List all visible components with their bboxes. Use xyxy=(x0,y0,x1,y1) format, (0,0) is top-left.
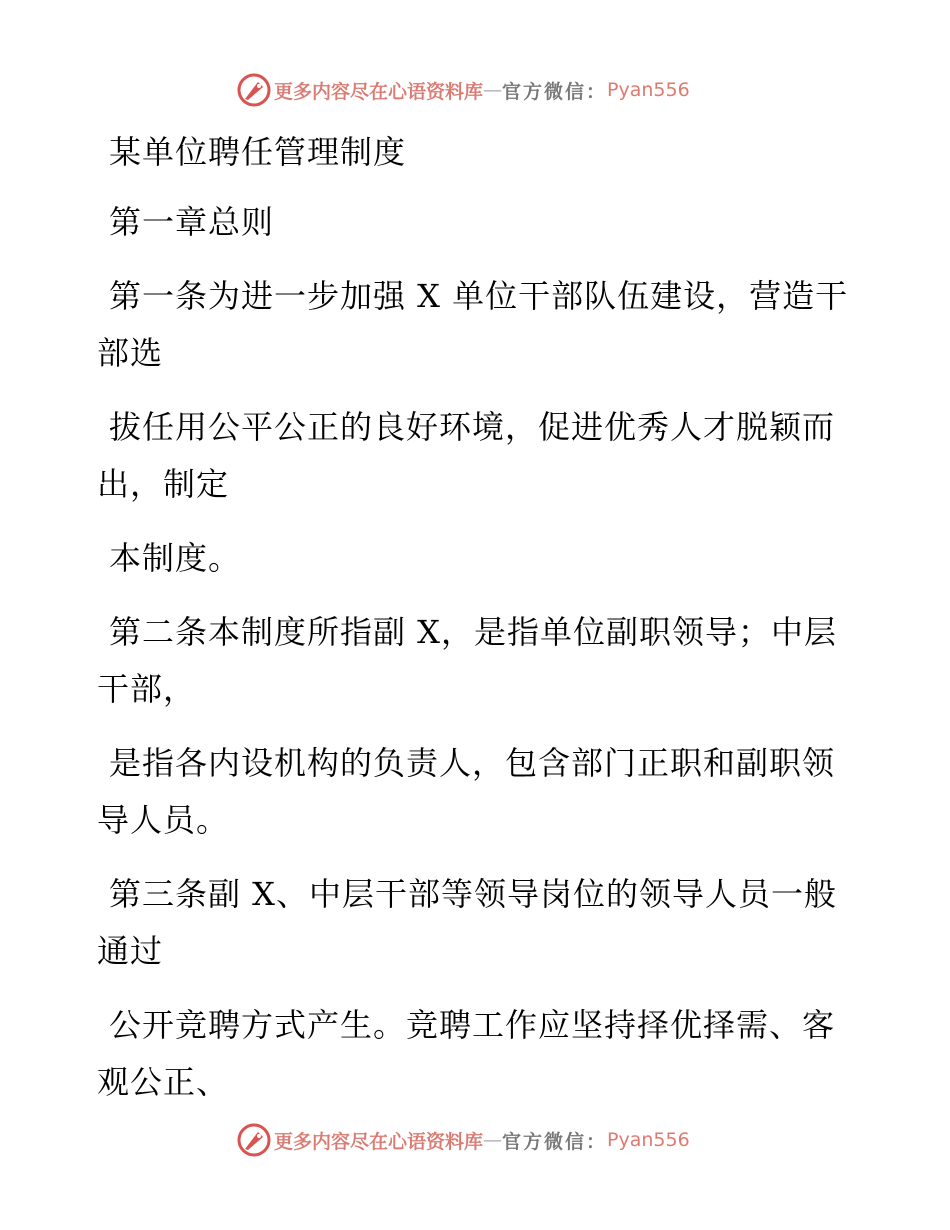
paragraph-line: 第一条为进一步加强 X 单位干部队伍建设，营造干部选 xyxy=(97,277,849,372)
paragraph-line: 第二条本制度所指副 X，是指单位副职领导；中层干部， xyxy=(97,613,837,708)
paragraph-line: 第三条副 X、中层干部等领导岗位的领导人员一般通过 xyxy=(97,875,837,970)
document-title: 某单位聘任管理制度 xyxy=(109,133,407,171)
paragraph-line: 本制度。 xyxy=(109,539,242,577)
pen-nib-logo-icon xyxy=(236,72,272,108)
banner-slogan: 更多内容尽在心语资料库 xyxy=(274,1130,484,1153)
document-body xyxy=(97,124,857,1128)
paragraph-line: 拔任用公平公正的良好环境，促进优秀人才脱颖而出，制定 xyxy=(97,408,836,503)
banner-dash: — xyxy=(483,1129,503,1151)
footer-watermark-banner xyxy=(236,1122,690,1158)
banner-wechat-id: Pyan556 xyxy=(607,1129,690,1151)
pen-nib-logo-icon xyxy=(236,1122,272,1158)
chapter-heading: 第一章总则 xyxy=(109,203,275,241)
header-watermark-banner xyxy=(236,72,690,108)
banner-dash: — xyxy=(483,79,503,101)
banner-wechat-id: Pyan556 xyxy=(607,79,690,101)
banner-wechat-label: 官方微信： xyxy=(502,80,608,103)
banner-wechat-label: 官方微信： xyxy=(502,1130,608,1153)
paragraph-line: 公开竞聘方式产生。竞聘工作应坚持择优择需、客观公正、 xyxy=(97,1006,836,1101)
banner-slogan: 更多内容尽在心语资料库 xyxy=(274,80,484,103)
paragraph-line: 是指各内设机构的负责人，包含部门正职和副职领导人员。 xyxy=(97,744,836,839)
